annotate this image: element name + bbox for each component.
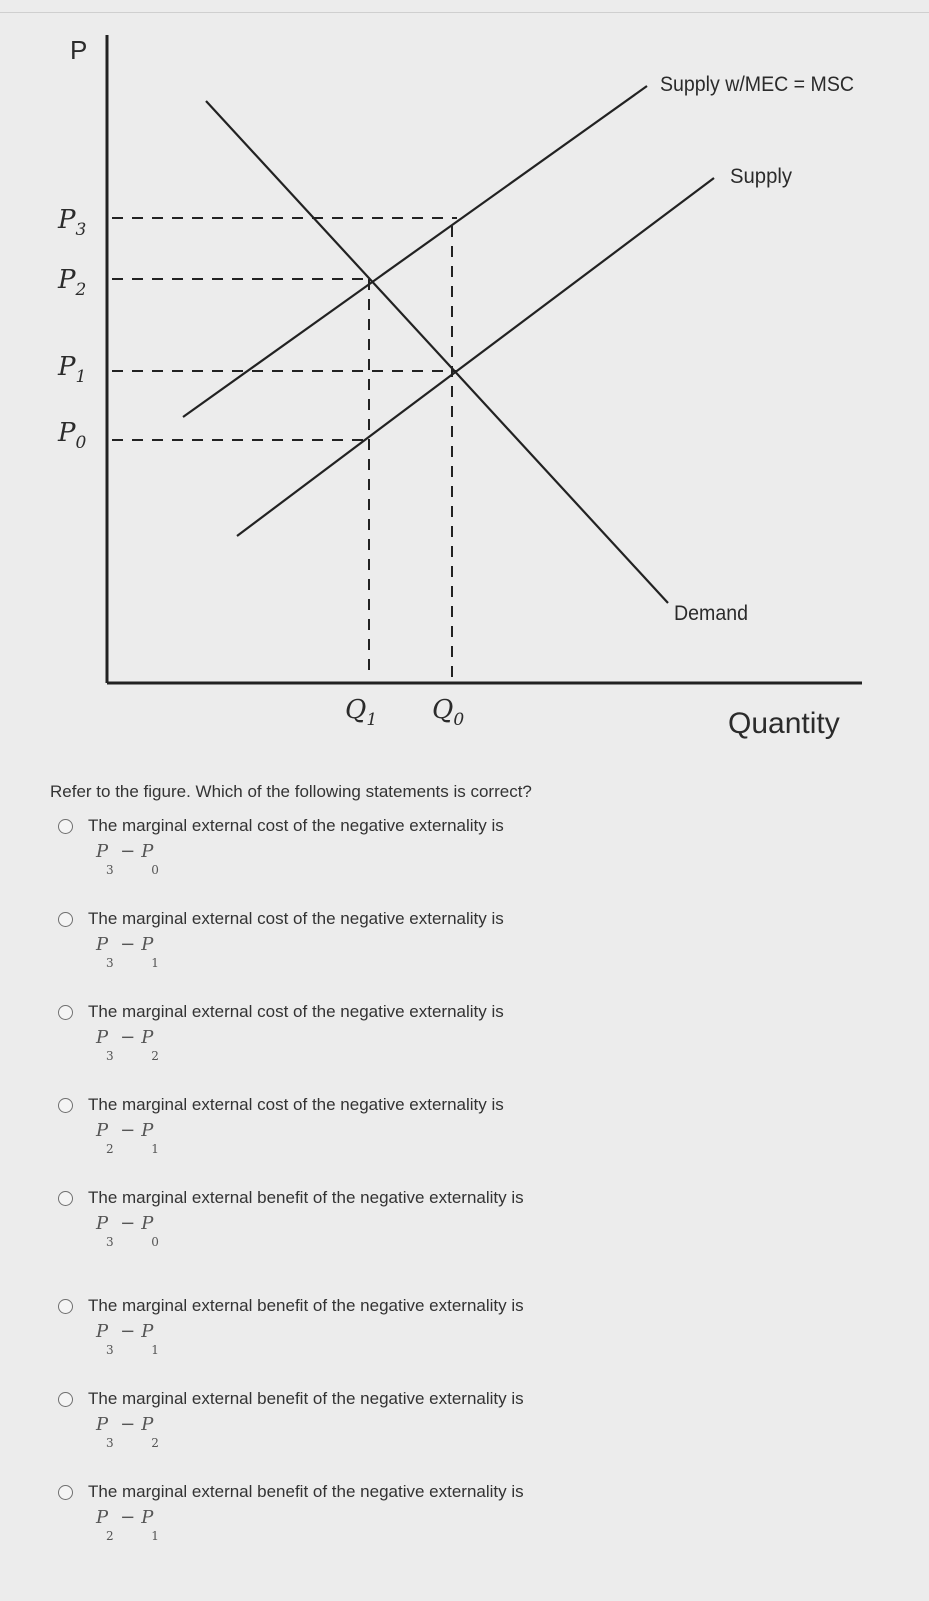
radio-button[interactable]	[58, 1191, 73, 1206]
option-text: The marginal external benefit of the negative externality is	[88, 1188, 524, 1207]
option-text: The marginal external benefit of the negative externality is	[88, 1389, 524, 1408]
option-formula: P 3 − P 1	[96, 934, 159, 970]
answer-option[interactable]	[58, 1481, 818, 1574]
radio-button[interactable]	[58, 1299, 73, 1314]
answer-option[interactable]	[58, 908, 818, 1001]
radio-button[interactable]	[58, 1392, 73, 1407]
option-formula: P 3 − P 2	[96, 1027, 159, 1063]
demand-curve-label: Demand	[674, 602, 748, 625]
answer-options	[58, 815, 818, 1574]
option-formula: P 2 − P 1	[96, 1507, 159, 1543]
msc-curve	[183, 86, 647, 417]
radio-button[interactable]	[58, 1485, 73, 1500]
supply-curve-label: Supply	[730, 165, 793, 188]
option-formula: P 3 − P 1	[96, 1321, 159, 1357]
q0-label: $Q_0$	[432, 695, 465, 730]
option-text: The marginal external benefit of the negative externality is	[88, 1482, 524, 1501]
answer-option[interactable]	[58, 1001, 818, 1094]
radio-button[interactable]	[58, 1005, 73, 1020]
answer-option[interactable]	[58, 1094, 818, 1187]
option-formula: P 3 − P 2	[96, 1414, 159, 1450]
externality-figure	[0, 0, 929, 760]
option-text: The marginal external cost of the negative externality is	[88, 1095, 504, 1114]
option-text: The marginal external cost of the negative externality is	[88, 909, 504, 928]
p1-label: $P_1$	[58, 352, 87, 387]
option-text: The marginal external cost of the negative externality is	[88, 816, 504, 835]
option-formula: P 2 − P 1	[96, 1120, 159, 1156]
answer-option[interactable]	[58, 815, 818, 908]
radio-button[interactable]	[58, 1098, 73, 1113]
radio-button[interactable]	[58, 912, 73, 927]
question-text: Refer to the figure. Which of the following statements is correct?	[50, 782, 532, 801]
quantity-axis-label: Quantity	[728, 707, 840, 740]
p0-label: $P_0$	[58, 418, 87, 453]
msc-curve-label: Supply w/MEC = MSC	[660, 73, 854, 96]
answer-option[interactable]	[58, 1388, 818, 1481]
radio-button[interactable]	[58, 819, 73, 834]
option-text: The marginal external cost of the negative externality is	[88, 1002, 504, 1021]
answer-option[interactable]	[58, 1295, 818, 1388]
q1-label: $Q_1$	[345, 695, 378, 730]
supply-curve	[237, 178, 714, 536]
option-formula: P 3 − P 0	[96, 841, 159, 877]
option-formula: P 3 − P 0	[96, 1213, 159, 1249]
p3-label: $P_3$	[58, 205, 87, 240]
price-axis-label: P	[70, 35, 88, 65]
answer-option[interactable]	[58, 1187, 818, 1295]
p2-label: $P_2$	[58, 265, 87, 300]
option-text: The marginal external benefit of the negative externality is	[88, 1296, 524, 1315]
